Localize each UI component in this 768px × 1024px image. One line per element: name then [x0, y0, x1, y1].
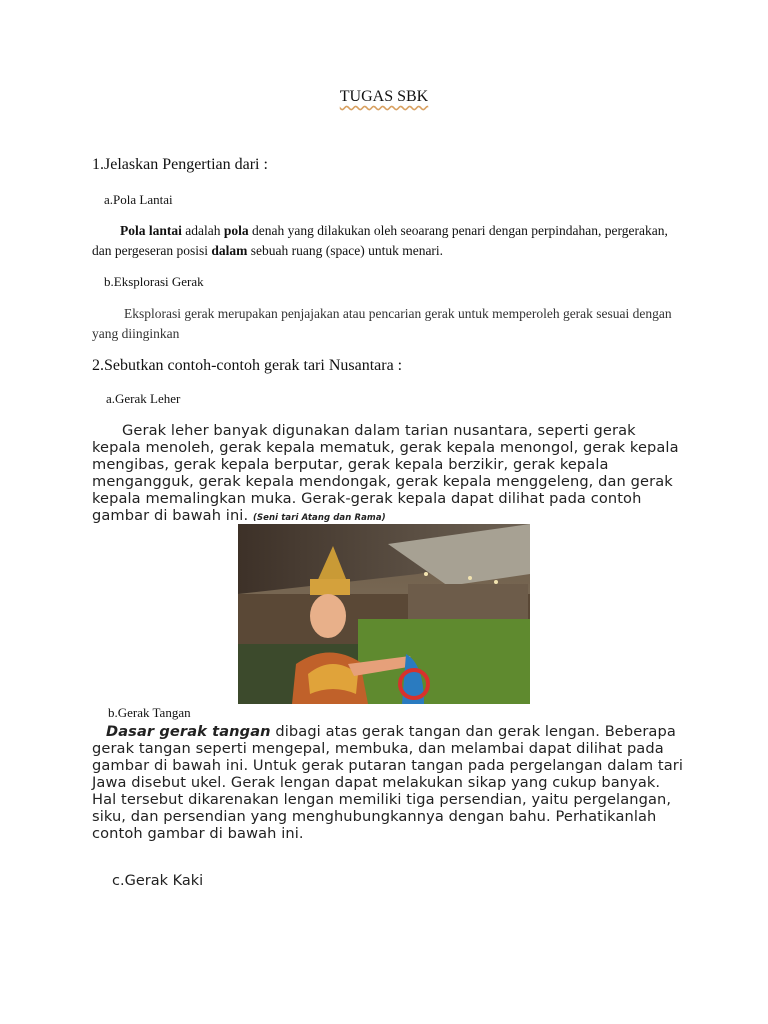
item-b-label: b.Eksplorasi Gerak: [104, 274, 204, 289]
gerak-leher-label: a.Gerak Leher: [106, 391, 181, 406]
gerak-tangan-label: b.Gerak Tangan: [108, 705, 191, 720]
document-title: [0, 88, 768, 106]
pola-lantai-paragraph: Pola lantai adalah pola denah yang dilakukan oleh seoarang penari dengan perpindahan, pergerakan, dan pergeseran posisi dalam sebuah ruang (space) untuk menari.: [92, 223, 668, 258]
photo-caption: (Seni tari Atang dan Rama): [252, 513, 386, 523]
item-a-label: a.Pola Lantai: [104, 192, 173, 207]
gerak-tangan-paragraph: Dasar gerak tangan dibagi atas gerak tangan dan gerak lengan. Beberapa gerak tangan seperti mengepal, membuka, dan melambai dapat dilihat pada gambar di bawah ini. Untuk gerak putaran tangan pada pergelangan dalam tari Jawa disebut ukel. Gerak lengan dapat melakukan sikap yang cukup banyak. Hal tersebut dikarenakan lengan memiliki tiga persendian, yaitu pergelangan, siku, dan persendian yang menghubungkannya dengan bahu. Perhatikanlah contoh gambar di bawah ini.: [92, 723, 684, 842]
dancer-illustration: [238, 524, 530, 704]
dancer-photo: [238, 524, 530, 704]
question-2-heading: 2.Sebutkan contoh-contoh gerak tari Nusantara :: [92, 357, 403, 374]
title-text: TUGAS SBK: [339, 88, 429, 105]
question-1-heading: 1.Jelaskan Pengertian dari :: [92, 156, 268, 173]
gerak-leher-paragraph: Gerak leher banyak digunakan dalam tarian nusantara, seperti gerak kepala menoleh, gerak kepala mematuk, gerak kepala menongol, gerak kepala mengibas, gerak kepala berputar, gerak kepala berzikir, gerak kepala mengangguk, gerak kepala mendongak, gerak kepala menggeleng, dan gerak kepala memalingkan muka. Gerak-gerak kepala dapat dilihat pada contoh gambar di bawah ini. (Seni tari Atang dan Rama): [92, 422, 679, 524]
eksplorasi-paragraph: Eksplorasi gerak merupakan penjajakan atau pencarian gerak untuk memperoleh gerak sesuai dengan yang diinginkan: [92, 306, 672, 341]
gerak-kaki-label: c.Gerak Kaki: [112, 873, 204, 889]
